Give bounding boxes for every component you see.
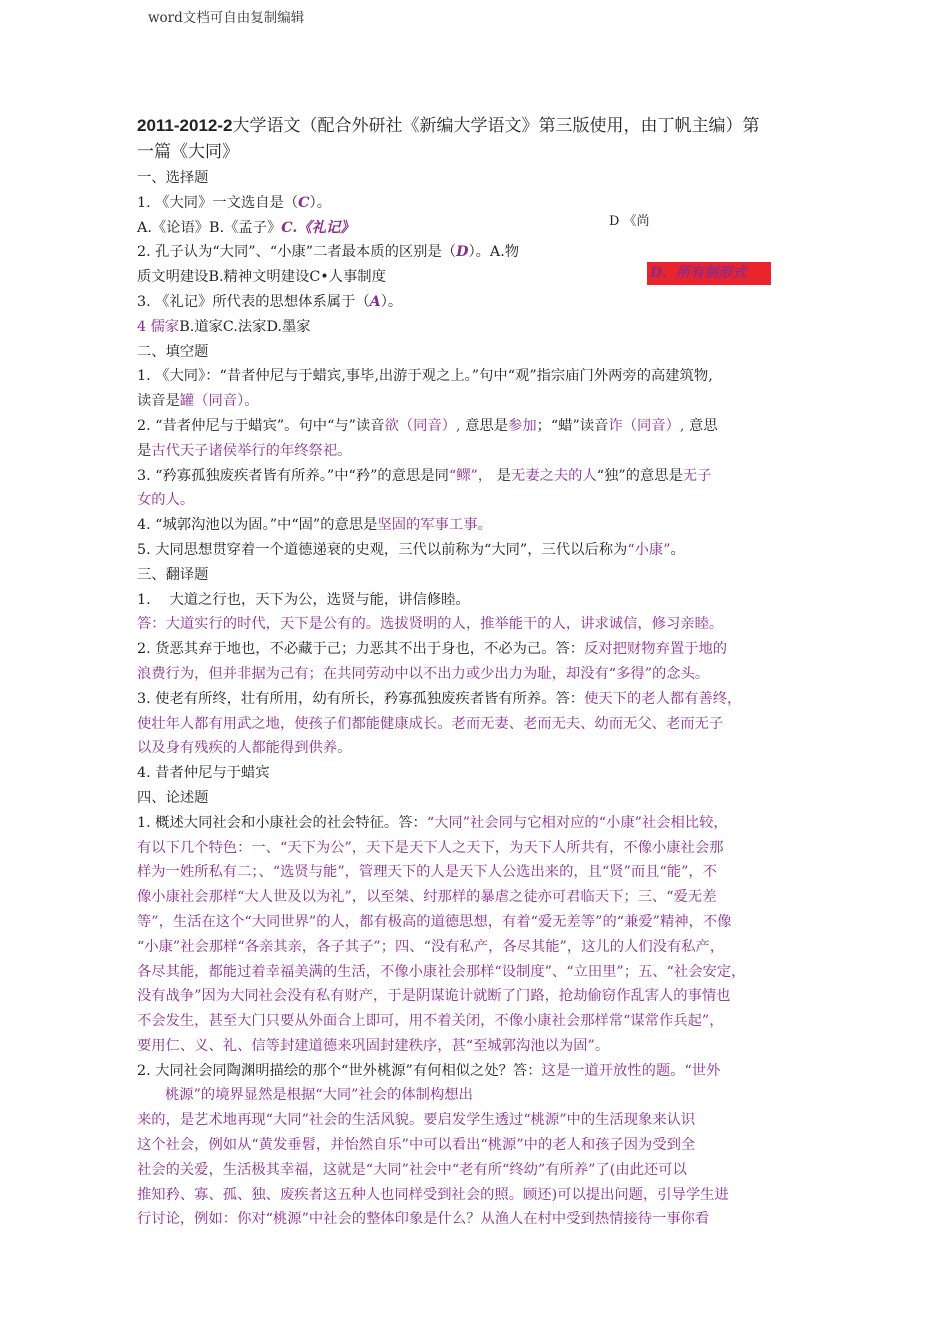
discuss-2-line: 来的，是艺术地再现“大同”社会的生活风貌。要启发学生透过“桃源”中的生活现象来认识 (137, 1112, 696, 1129)
translate-2-line2: 浪费行为，但并非据为己有；在共同劳动中以不出力或少出力为耻，却没有“多得”的念头。 (137, 665, 710, 682)
discuss-1-line: 像小康社会那样“大人世及以为礼”，以至桀、纣那样的暴虐之徒亦可君临天下；三、“爱无差 (137, 889, 717, 906)
document-title: 2011-2012-2大学语文（配合外研社《新编大学语文》第三版使用，由丁帆主编）第 (137, 116, 760, 136)
translate-3-line3: 以及身有残疾的人都能得到供养。 (137, 740, 352, 757)
question-3-options: 4 儒家B.道家C.法家D.墨家 (137, 318, 311, 335)
translate-1: 1. 大道之行也，天下为公，选贤与能，讲信修睦。 (137, 591, 470, 608)
translate-3: 3. 使老有所终，壮有所用，幼有所长，矜寡孤独废疾者皆有所养。答：使天下的老人都有善终， (137, 690, 742, 707)
discuss-2-line: 推知矜、寡、孤、独、废疾者这五种人也同样受到社会的照。顾还)可以提出问题，引导学生进 (137, 1186, 729, 1203)
document-title-line2: 一篇《大同》 (137, 142, 239, 162)
question-1: 1. 《大同》一文选自是（C）。 (137, 194, 331, 211)
discuss-1-line: 各尽其能，都能过着幸福美满的生活，不像小康社会那样“设制度”、“立田里”；五、“社会安定， (137, 963, 746, 980)
discuss-1-line: 不会发生，甚至大门只要从外面合上即可，用不着关闭，不像小康社会那样常“谋常作兵起”， (137, 1013, 724, 1030)
discuss-1-line: “小康”社会那样“各亲其亲，各子其子”；四、“没有私产，各尽其能”，这儿的人们没有私产， (137, 938, 725, 955)
discuss-1-line: 要用仁、义、礼、信等封建道德来巩固封建秩序，甚“至城郭沟池以为固”。 (137, 1037, 610, 1054)
question-1-options: A.《论语》B.《孟子》C.《礼记》 (137, 219, 355, 236)
discuss-2-line: 这个社会，例如从“黄发垂髫，并怡然自乐”中可以看出“桃源”中的老人和孩子因为受到全 (137, 1137, 696, 1154)
section-choice: 一、选择题 (137, 170, 209, 186)
section-translate: 三、翻译题 (137, 566, 209, 583)
discuss-2-line: 行讨论，例如：你对“桃源”中社会的整体印象是什么？从渔人在村中受到热情接待一事你看 (137, 1211, 710, 1228)
translate-4: 4. 昔者仲尼与于蜡宾 (137, 765, 270, 782)
discuss-2-line: 社会的关爱，生活极其幸福，这就是“大同”社会中“老有所“终幼”有所养”了(由此还可以 (137, 1161, 687, 1178)
highlighted-answer-box: D．所有制形式 (647, 262, 771, 285)
question-2: 2. 孔子认为“大同”、“小康”二者最本质的区别是（D）。A.物 (137, 244, 520, 261)
fill-3-line2: 女的人。 (137, 492, 195, 509)
discuss-1-line: 有以下几个特色：一、“天下为公”，天下是天下人之天下，为天下人所共有，不像小康社会那 (137, 839, 724, 856)
fill-1-line2: 读音是罐（同音）。 (137, 393, 259, 410)
discuss-2-line: 桃源”的境界显然是根据“大同”社会的体制构想出 (165, 1087, 473, 1104)
translate-3-line2: 使壮年人都有用武之地，使孩子们都能健康成长。老而无妻、老而无夫、幼而无父、老而无子 (137, 715, 724, 732)
section-fill: 二、填空题 (137, 343, 209, 360)
translate-1-answer: 答：大道实行的时代，天下是公有的。选拔贤明的人，推举能干的人，讲求诚信，修习亲睦。 (137, 616, 724, 633)
fill-2: 2. “昔者仲尼与于蜡宾”。句中“与”读音欲（同音）, 意思是参加；“蜡”读音诈（同音）, 意思 (137, 417, 718, 434)
discuss-1-line: 没有战争”因为大同社会没有私有财产，于是阴谋诡计就断了门路，抢劫偷窃作乱害人的事情也 (137, 988, 731, 1005)
discuss-1-line: 样为一姓所私有二；、“选贤与能”，管理天下的人是天下人公选出来的，且“贤”而且“能”，不 (137, 864, 717, 881)
translate-2: 2. 货恶其弃于地也，不必藏于己；力恶其不出于身也，不必为己。答：反对把财物弃置于地的 (137, 641, 728, 658)
question-3: 3. 《礼记》所代表的思想体系属于（A）。 (137, 293, 403, 310)
option-d-fragment: D 《尚 (609, 214, 650, 229)
section-discuss: 四、论述题 (137, 789, 209, 806)
fill-4: 4. “城郭沟池以为固。”中“固”的意思是坚固的军事工事。 (137, 517, 492, 534)
fill-5: 5. 大同思想贯穿着一个道德递衰的史观，三代以前称为“大同”，三代以后称为“小康”。 (137, 541, 685, 558)
discuss-1-line: 等”，生活在这个“大同世界”的人，都有极高的道德思想，有着“爱无差等”的“兼爱”精神，不像 (137, 913, 732, 930)
question-2-options: 质文明建设B.精神文明建设C•人事制度 (137, 269, 386, 286)
fill-3: 3. “矜寡孤独废疾者皆有所养。”中“矜”的意思是同“鳏”， 是无妻之夫的人“独”的意思是无子 (137, 467, 712, 484)
fill-2-line2: 是古代天子诸侯举行的年终祭祀。 (137, 442, 352, 459)
page-header: word文档可自由复制编辑 (148, 10, 305, 26)
document-body (137, 113, 849, 1232)
fill-1: 1. 《大同》：“昔者仲尼与于蜡宾,事毕,出游于观之上。”句中“观”指宗庙门外两旁的高建筑物, (137, 368, 713, 385)
discuss-1: 1. 概述大同社会和小康社会的社会特征。答：“大同”社会同与它相对应的“小康”社会相比较， (137, 814, 728, 831)
discuss-2: 2. 大同社会同陶渊明描绘的那个“世外桃源”有何相似之处？答：这是一道开放性的题。“世外 (137, 1062, 721, 1079)
